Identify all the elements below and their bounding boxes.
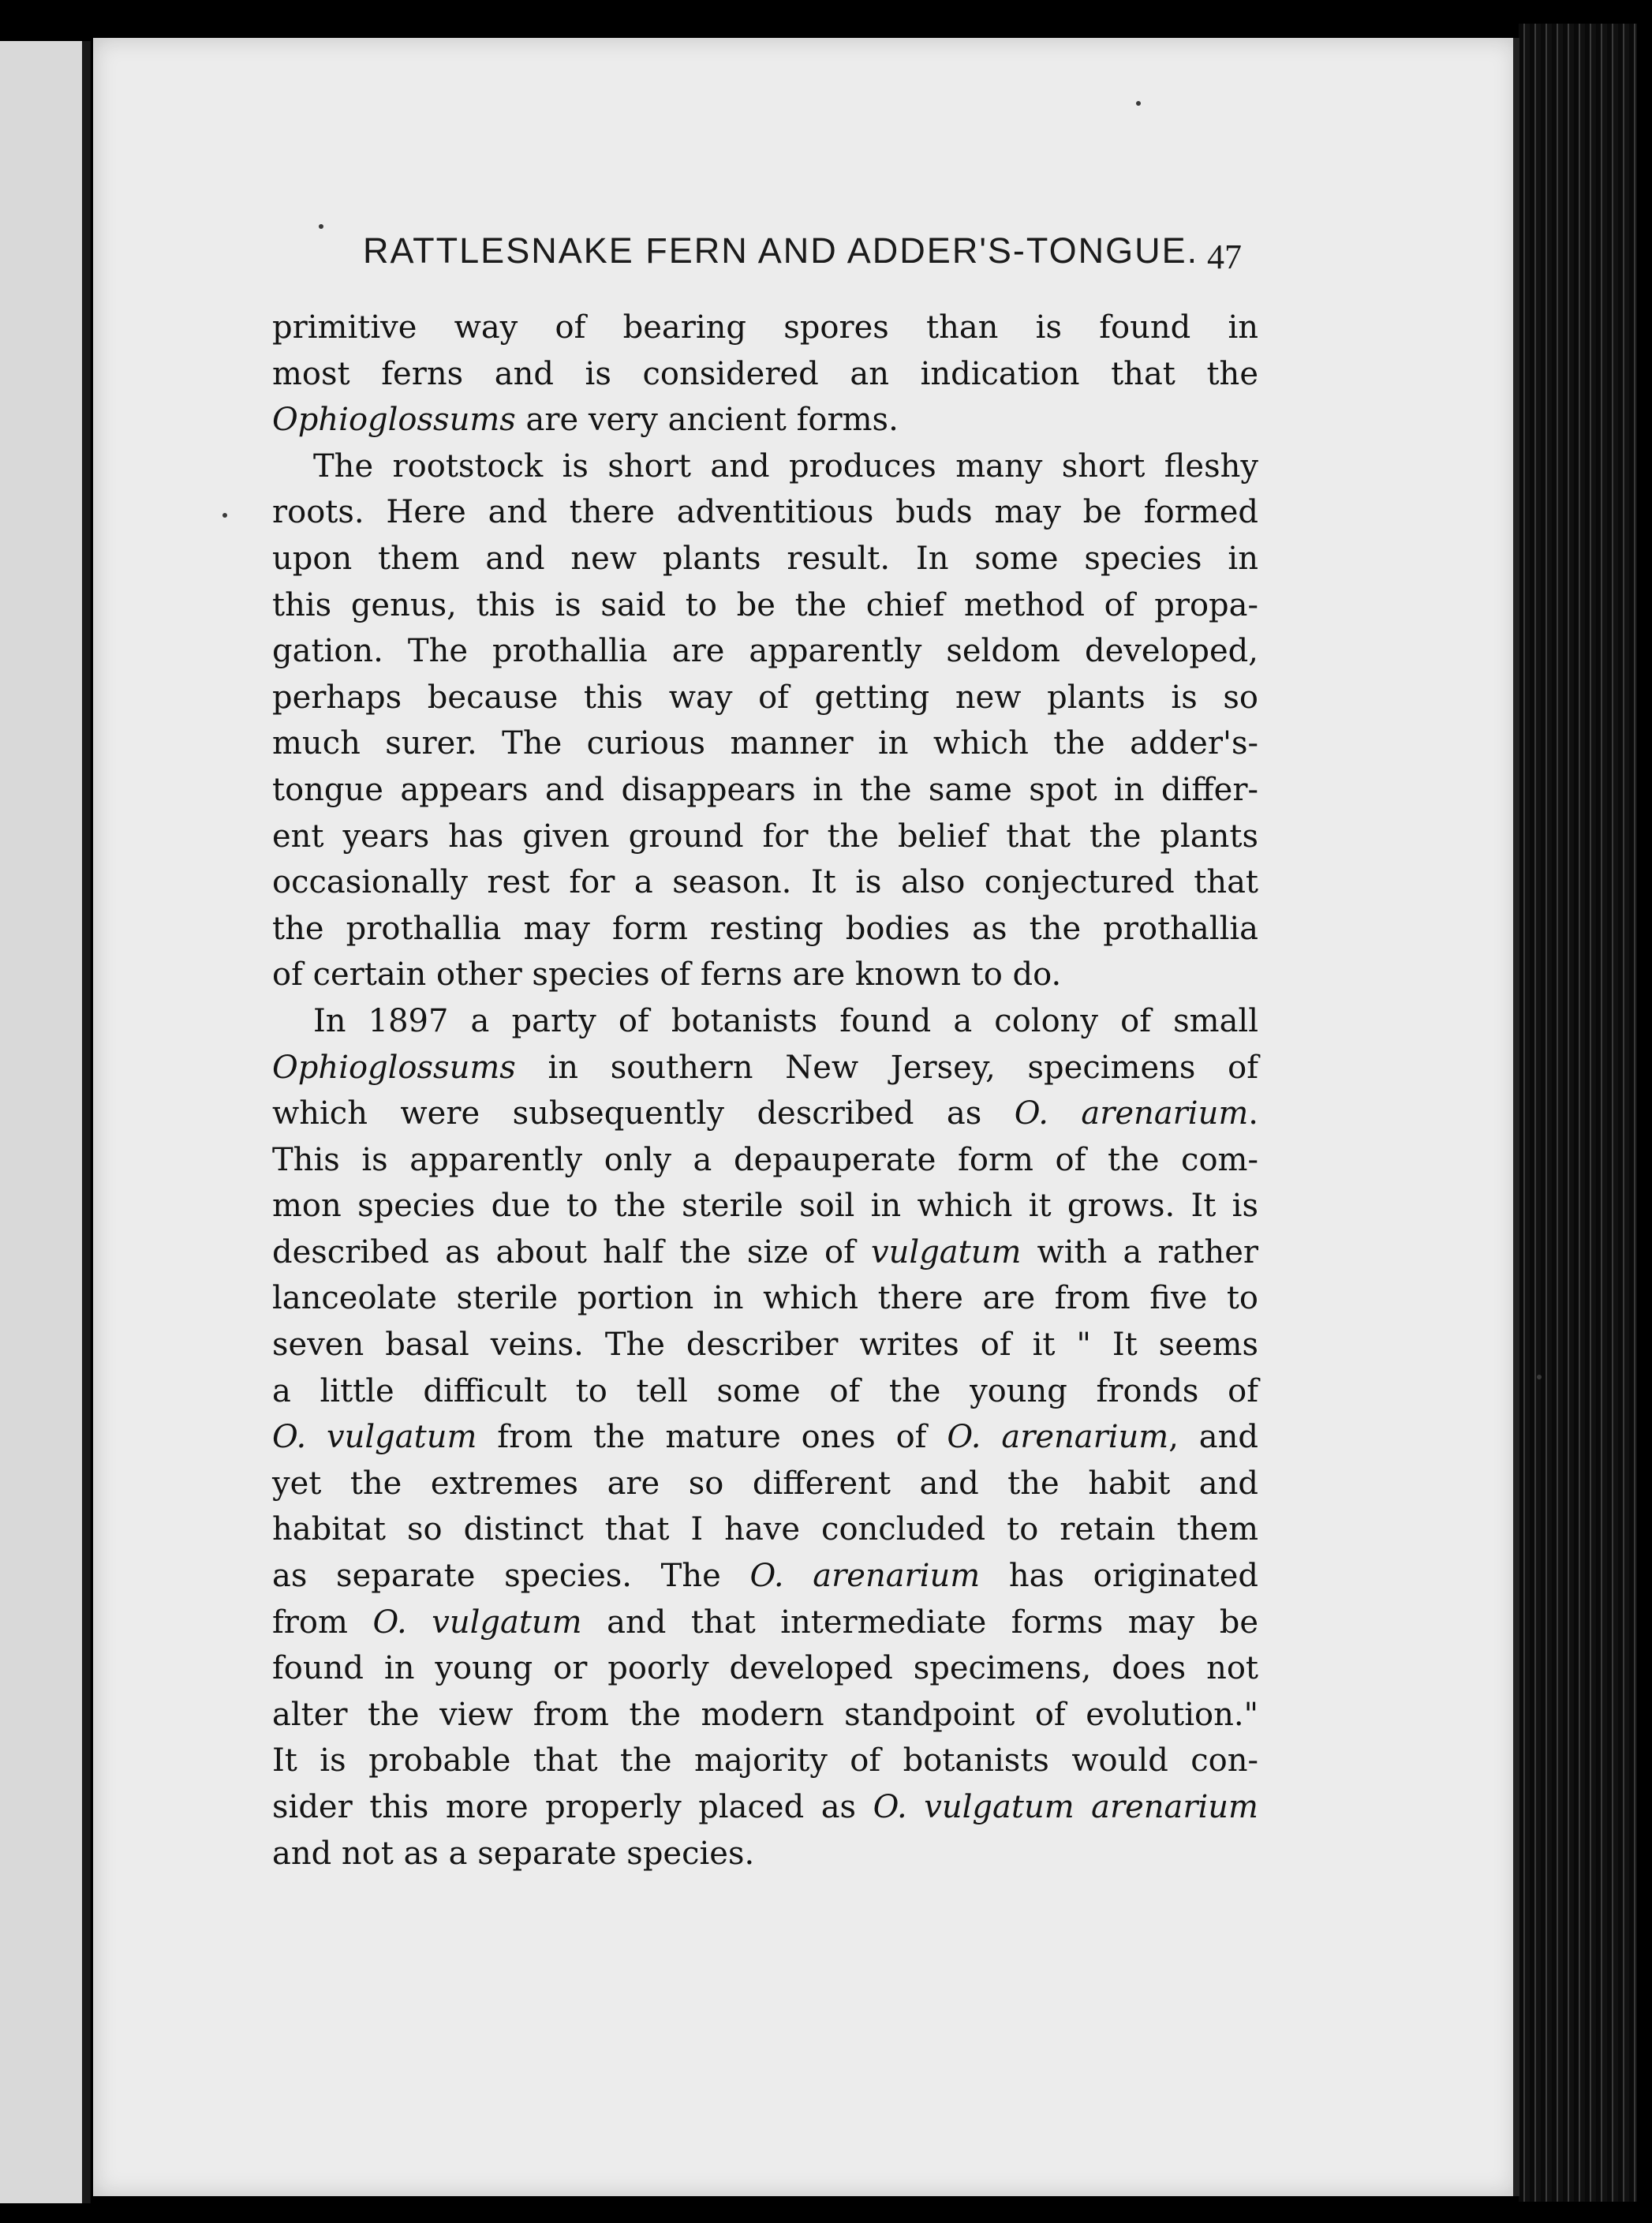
text-line: O. vulgatum from the mature ones of O. arenarium, and [272, 1419, 1259, 1456]
text-line: primitive way of bearing spores than is found in [272, 309, 1258, 346]
body-text [272, 305, 1258, 1877]
text-line: described as about half the size of vulgatum with a rather [272, 1233, 1258, 1271]
text-line: mon species due to the sterile soil in which it grows. It is [272, 1188, 1258, 1225]
running-head: RATTLESNAKE FERN AND ADDER'S-TONGUE. [363, 230, 1199, 271]
ink-speck [222, 513, 227, 518]
page-right-edge [1513, 38, 1519, 2196]
text-line: this genus, this is said to be the chief method of propa- [272, 586, 1258, 623]
text-line: roots. Here and there adventitious buds may be formed [272, 494, 1258, 531]
text-line: In 1897 a party of botanists found a colony of small [313, 1002, 1258, 1039]
text-line: It is probable that the majority of botanists would con- [272, 1742, 1258, 1780]
text-line: of certain other species of ferns are known to do. [272, 956, 1062, 994]
text-line: The rootstock is short and produces many short fleshy [313, 447, 1258, 485]
text-line: yet the extremes are so different and the habit and [272, 1465, 1258, 1502]
text-line: and not as a separate species. [272, 1835, 755, 1872]
text-line: a little difficult to tell some of the young fronds of [272, 1372, 1258, 1409]
text-line: gation. The prothallia are apparently seldom developed, [272, 633, 1258, 670]
text-line: much surer. The curious manner in which the adder's- [272, 725, 1258, 762]
text-line: the prothallia may form resting bodies as the prothallia [272, 910, 1258, 947]
text-line: lanceolate sterile portion in which there are from five to [272, 1280, 1258, 1317]
text-line: tongue appears and disappears in the same spot in differ- [272, 771, 1258, 808]
text-line: most ferns and is considered an indication that the [272, 355, 1258, 392]
text-line: alter the view from the modern standpoint of evolution." [272, 1696, 1258, 1733]
ink-speck [1537, 1375, 1542, 1379]
ink-speck [319, 224, 323, 229]
page-stack-edge [1519, 24, 1637, 2202]
facing-page-edge [0, 41, 91, 2203]
text-line: from O. vulgatum and that intermediate forms may be [272, 1604, 1259, 1641]
book-gutter [82, 41, 90, 2203]
text-line: sider this more properly placed as O. vulgatum arenarium [272, 1789, 1258, 1825]
text-line: which were subsequently described as O. arenarium. [272, 1095, 1258, 1132]
text-line: upon them and new plants result. In some species in [272, 540, 1258, 577]
text-line: ent years has given ground for the belief that the plants [272, 818, 1258, 855]
text-line: habitat so distinct that I have concluded to retain them [272, 1511, 1258, 1548]
text-line: found in young or poorly developed specimens, does not [272, 1650, 1258, 1687]
text-line: seven basal veins. The describer writes of it " It seems [272, 1327, 1258, 1364]
text-line: This is apparently only a depauperate form of the com- [272, 1141, 1258, 1178]
text-line: as separate species. The O. arenarium has originated [272, 1558, 1259, 1595]
text-line: occasionally rest for a season. It is also conjectured that [272, 864, 1258, 901]
text-line: perhaps because this way of getting new plants is so [272, 679, 1258, 716]
page-number: 47 [1207, 238, 1242, 276]
text-line: Ophioglossums in southern New Jersey, specimens of [272, 1049, 1258, 1086]
text-line: Ophioglossums are very ancient forms. [272, 402, 899, 439]
ink-speck [1136, 101, 1141, 106]
